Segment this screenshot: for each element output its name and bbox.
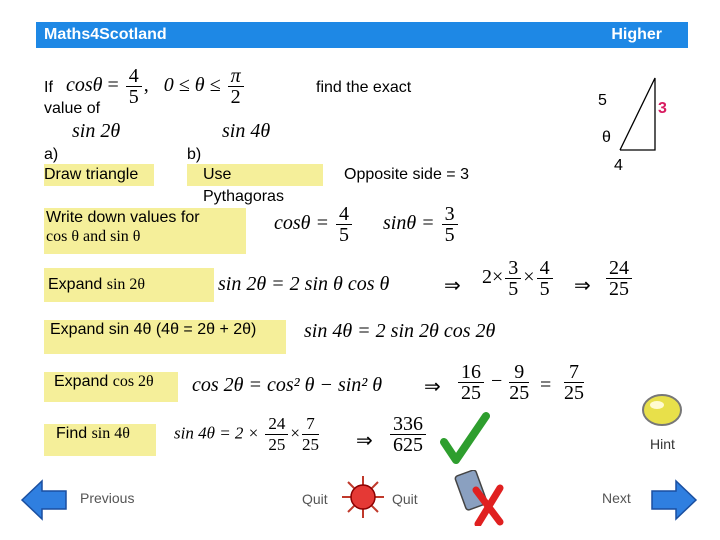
cos2-result: $\frac{7}{25}$ — [564, 361, 584, 404]
cos2-equals: = — [540, 374, 552, 396]
triangle-angle: θ — [602, 129, 611, 146]
site-title: Maths4Scotland — [44, 26, 167, 43]
sin4-identity: sin 4θ = 2 sin 2θ cos 2θ — [304, 320, 496, 342]
sin2-result: $\frac{24}{25}$ — [604, 258, 634, 299]
triangle-opposite: 3 — [658, 100, 667, 117]
step-expand-cos2[interactable]: Expand cos 2θ — [44, 372, 178, 402]
hint-icon[interactable] — [640, 390, 686, 430]
arrow-4: ⇒ — [356, 430, 373, 452]
next-arrow-icon[interactable] — [650, 478, 698, 522]
check-icon — [440, 412, 490, 464]
cos2-identity: cos 2θ = cos² θ − sin² θ — [192, 374, 383, 396]
sin2-substitution: 2× $\frac{3}{5}$ × $\frac{4}{5}$ — [482, 258, 555, 299]
cos2-substitution: $\frac{16}{25}$ − $\frac{9}{25}$ — [456, 362, 531, 403]
step-use-pythagoras[interactable]: Use Pythagoras — [187, 164, 323, 186]
question-condition: cosθ = $\frac{4}{5}$ , 0 ≤ θ ≤ $\frac{\pi}{2}$ — [66, 66, 246, 107]
arrow-1: ⇒ — [444, 275, 461, 297]
step-draw-triangle[interactable]: Draw triangle — [44, 164, 154, 186]
part-b-label: b) — [187, 146, 202, 163]
cross-icon — [454, 470, 508, 526]
sin4-final: sin 4θ = 2 × $\frac{24}{25}$ × $\frac{7}{25}$ — [174, 414, 319, 454]
part-a-label: a) — [44, 146, 59, 163]
step-expand-sin2[interactable]: Expand sin 2θ — [44, 268, 214, 302]
quit-label-right[interactable]: Quit — [392, 491, 418, 507]
arrow-2: ⇒ — [574, 275, 591, 297]
step-write-values[interactable]: Write down values for cos θ and sin θ — [44, 208, 246, 254]
triangle-hypotenuse: 5 — [598, 92, 607, 109]
stop-sign-icon[interactable] — [340, 474, 386, 520]
header-bar — [36, 22, 688, 48]
triangle-adjacent: 4 — [614, 157, 623, 174]
hint-label[interactable]: Hint — [650, 436, 675, 452]
level-title: Higher — [611, 26, 662, 43]
question-if: If — [44, 79, 53, 96]
step-find-sin4[interactable]: Find sin 4θ — [44, 424, 156, 456]
opposite-side-text: Opposite side = 3 — [344, 166, 469, 183]
question-value-of: value of — [44, 100, 101, 117]
part-a-expression: sin 2θ — [72, 120, 121, 142]
part-b-expression: sin 4θ — [222, 120, 271, 142]
arrow-3: ⇒ — [424, 376, 441, 398]
quit-label-left[interactable]: Quit — [302, 491, 328, 507]
right-triangle — [580, 70, 690, 180]
next-label[interactable]: Next — [602, 490, 631, 506]
step-expand-sin4[interactable]: Expand sin 4θ (4θ = 2θ + 2θ) — [44, 320, 286, 354]
previous-label[interactable]: Previous — [80, 490, 135, 506]
cos-value: cosθ = $\frac{4}{5}$ — [274, 204, 354, 245]
previous-arrow-icon[interactable] — [20, 478, 68, 522]
sin2-identity: sin 2θ = 2 sin θ cos θ — [218, 273, 390, 295]
sin-value: sinθ = $\frac{3}{5}$ — [383, 204, 460, 245]
question-find-exact: find the exact — [316, 79, 412, 96]
sin4-result: $\frac{336}{625}$ — [388, 414, 428, 455]
